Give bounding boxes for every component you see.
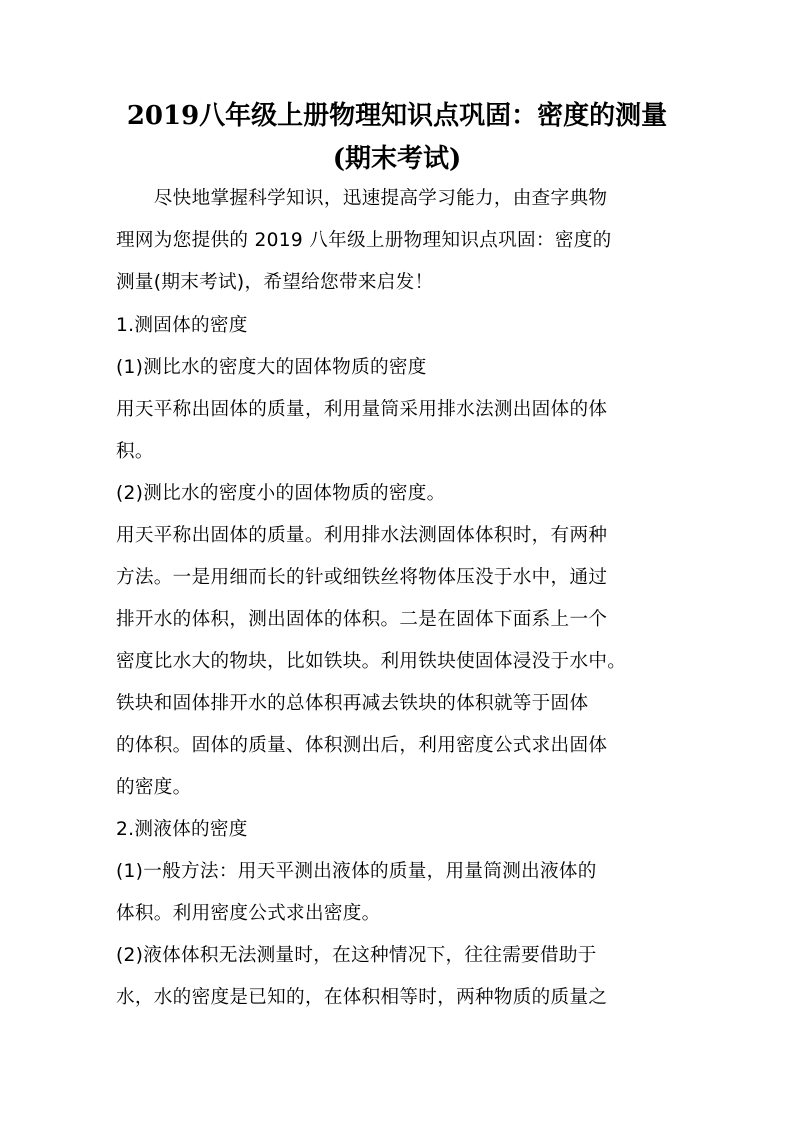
section-heading: 1.测固体的密度 [116, 315, 248, 336]
subsection-heading: (2)测比水的密度小的固体物质的密度。 [116, 483, 446, 504]
paragraph-line: 的体积。固体的质量、体积测出后，利用密度公式求出固体 [116, 735, 608, 756]
paragraph-line: 方法。一是用细而长的针或细铁丝将物体压没于水中，通过 [116, 567, 608, 588]
paragraph-line: 水，水的密度是已知的，在体积相等时，两种物质的质量之 [116, 987, 608, 1008]
section-heading: 2.测液体的密度 [116, 819, 248, 840]
document-title-line-1: 2019八年级上册物理知识点巩固：密度的测量 [126, 101, 668, 131]
paragraph-line: 积。 [116, 441, 154, 462]
paragraph-line: 排开水的体积，测出固体的体积。二是在固体下面系上一个 [116, 609, 608, 630]
paragraph-line: 用天平称出固体的质量，利用量筒采用排水法测出固体的体 [116, 399, 608, 420]
document-title-line-2: (期末考试) [332, 144, 462, 174]
paragraph-line: (1)一般方法：用天平测出液体的质量，用量筒测出液体的 [116, 861, 597, 882]
paragraph-line: 尽快地掌握科学知识，迅速提高学习能力，由查字典物 [116, 188, 608, 209]
paragraph-line: 测量(期末考试)，希望给您带来启发！ [116, 272, 434, 293]
paragraph-line: 体积。利用密度公式求出密度。 [116, 903, 381, 924]
paragraph-line: 理网为您提供的 2019 八年级上册物理知识点巩固：密度的 [116, 230, 612, 251]
paragraph-line: 铁块和固体排开水的总体积再减去铁块的体积就等于固体 [116, 693, 589, 714]
paragraph-line: (2)液体体积无法测量时，在这种情况下，往往需要借助于 [116, 945, 597, 966]
subsection-heading: (1)测比水的密度大的固体物质的密度 [116, 357, 427, 378]
paragraph-line: 用天平称出固体的质量。利用排水法测固体体积时，有两种 [116, 525, 608, 546]
paragraph-line: 的密度。 [116, 777, 192, 798]
paragraph-line: 密度比水大的物块，比如铁块。利用铁块使固体浸没于水中。 [116, 651, 627, 672]
